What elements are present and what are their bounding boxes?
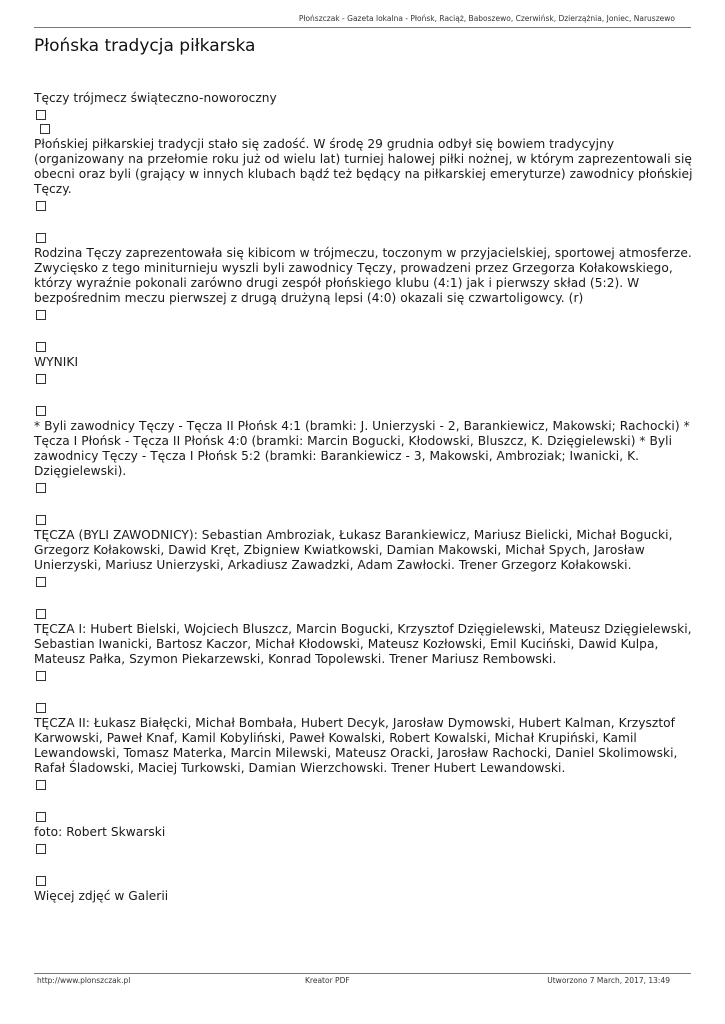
page-header: Płońszczak - Gazeta lokalna - Płońsk, Raciąż, Baboszewo, Czerwińsk, Dzierzążnia, Joniec, Naruszewo [298,14,675,23]
page-footer [37,976,670,988]
image-placeholder-icon [36,671,46,681]
image-placeholder-icon [36,515,46,525]
results-heading: WYNIKI [34,355,79,369]
image-placeholder-icon [36,703,46,713]
image-placeholder-icon [36,609,46,619]
image-placeholder-icon [36,780,46,790]
footer-url[interactable]: http://www.plonszczak.pl [37,976,131,985]
article-lead: Tęczy trójmecz świąteczno-noworoczny [34,91,277,105]
image-placeholder-icon [36,844,46,854]
image-placeholder-icon [36,406,46,416]
paragraph-intro: Płońskiej piłkarskiej tradycji stało się zadość. W środę 29 grudnia odbył się bowiem tradycyjny (organizowany na przełomie roku już od wielu lat) turniej halowej piłki nożnej, w którym zaprezentowali się obecni oraz byli (grający w innych klubach bądź też będący na piłkarskiej emeryturze) zawodnicy płońskiej Tęczy. [34,137,693,196]
image-placeholder-icon [36,577,46,587]
image-placeholder-icon [36,342,46,352]
image-placeholder-icon [36,876,46,886]
footer-divider [34,973,691,974]
image-placeholder-icon [36,374,46,384]
roster-former-players: TĘCZA (BYLI ZAWODNICY): Sebastian Ambroziak, Łukasz Barankiewicz, Mariusz Bielicki, Michał Bogucki, Grzegorz Kołakowski, Dawid Kręt, Zbigniew Kwiatkowski, Damian Makowski, Michał Spych, Jarosław Unierzyski, Mariusz Unierzyski, Arkadiusz Zawadzki, Adam Zawłocki. Trener Grzegorz Kołakowski. [34,528,673,572]
roster-team-2: TĘCZA II: Łukasz Białęcki, Michał Bombała, Hubert Decyk, Jarosław Dymowski, Hubert Kalman, Krzysztof Karwowski, Paweł Knaf, Kamil Kobyliński, Paweł Kowalski, Robert Kowalski, Michał Krupiński, Kamil Lewandowski, Tomasz Materka, Marcin Milewski, Mateusz Oracki, Jarosław Rachocki, Daniel Skolimowski, Rafał Śladowski, Maciej Turkowski, Damian Wierzchowski. Trener Hubert Lewandowski. [34,716,678,775]
footer-generator: Kreator PDF [305,976,350,985]
image-placeholder-icon [36,812,46,822]
gallery-link[interactable]: Więcej zdjęć w Galerii [34,889,169,903]
photo-credit: foto: Robert Skwarski [34,825,166,839]
article-body [34,91,694,904]
image-placeholder-icon [36,233,46,243]
article-title: Płońska tradycja piłkarska [34,36,256,56]
roster-team-1: TĘCZA I: Hubert Bielski, Wojciech Bluszcz, Marcin Bogucki, Krzysztof Dzięgielewski, Mateusz Dzięgielewski, Sebastian Iwanicki, Bartosz Kaczor, Michał Kłodowski, Mateusz Kozłowski, Emil Kuciński, Dawid Kulpa, Mateusz Pałka, Szymon Piekarzewski, Konrad Topolewski. Trener Mariusz Rembowski. [34,622,692,666]
image-placeholder-icon [36,483,46,493]
results-list: * Byli zawodnicy Tęczy - Tęcza II Płońsk 4:1 (bramki: J. Unierzyski - 2, Barankiewicz, Makowski; Rachocki) * Tęcza I Płońsk - Tęcza II Płońsk 4:0 (bramki: Marcin Bogucki, Kłodowski, Bluszcz, K. Dzięgielewski) * Byli zawodnicy Tęczy - Tęcza I Płońsk 5:2 (bramki: Barankiewicz - 3, Makowski, Ambroziak; Iwanicki, K. Dzięgielewski). [34,419,690,478]
image-placeholder-icon [40,124,50,134]
image-placeholder-icon [36,201,46,211]
paragraph-match-report: Rodzina Tęczy zaprezentowała się kibicom w trójmeczu, toczonym w przyjacielskiej, sportowej atmosferze. Zwycięsko z tego miniturnieju wyszli byli zawodnicy Tęczy, prowadzeni przez Grzegorza Kołakowskiego, którzy wyraźnie pokonali zarówno drugi zespół płońskiego klubu (4:1) jak i pierwszy skład (5:2). W bezpośrednim meczu pierwszej z drugą drużyną lepsi (4:0) okazali się czwartoligowcy. (r) [34,246,692,305]
image-placeholder-icon [36,110,46,120]
header-divider [34,27,691,28]
image-placeholder-icon [36,310,46,320]
footer-created: Utworzono 7 March, 2017, 13:49 [547,976,670,985]
